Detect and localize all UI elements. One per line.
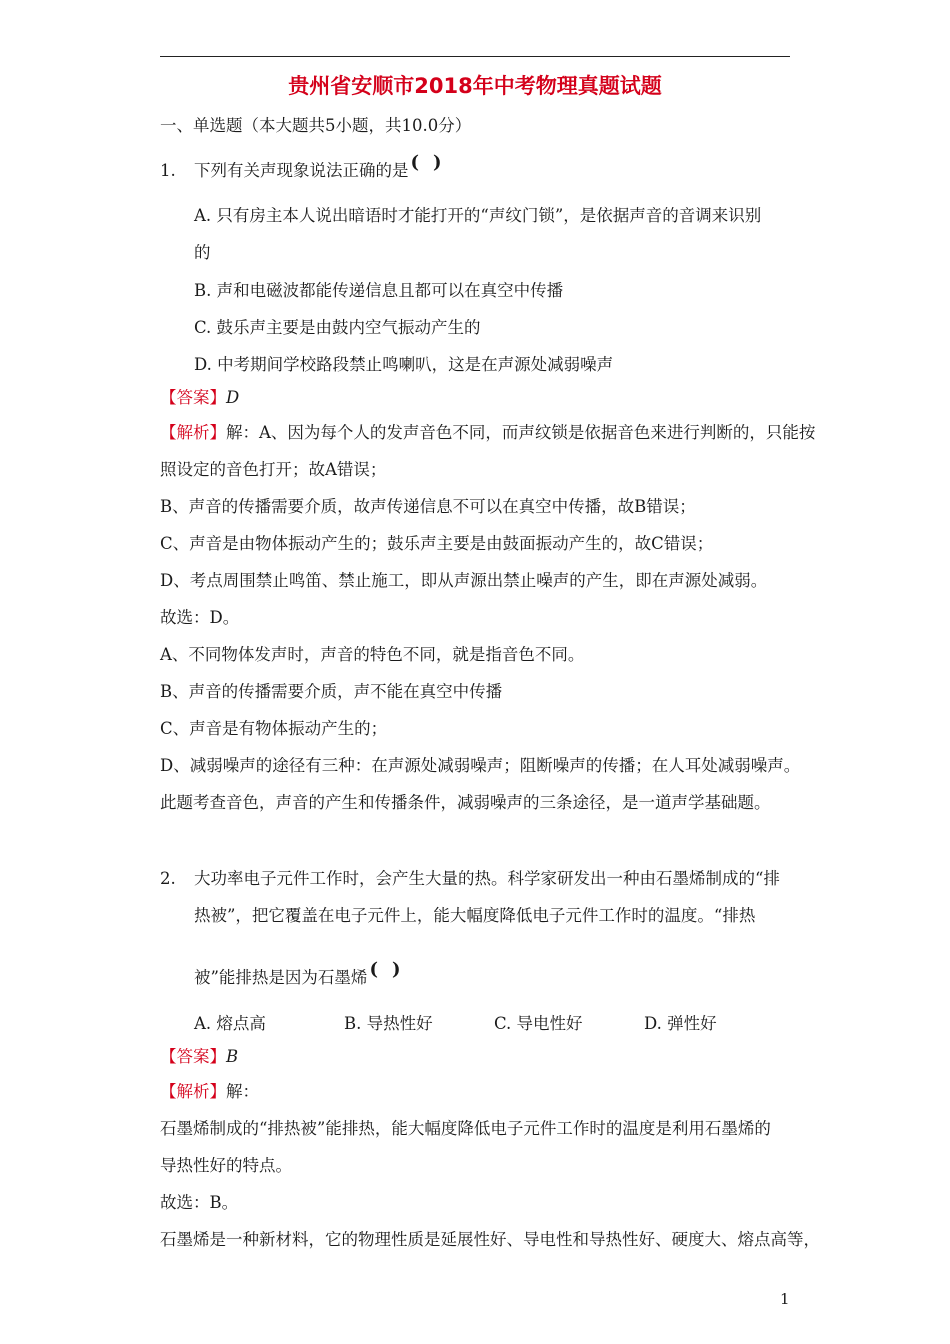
header-rule (160, 56, 790, 57)
question-2-answer (160, 1047, 238, 1067)
question-1-option-d: D. 中考期间学校路段禁止鸣喇叭，这是在声源处减弱噪声 (194, 355, 614, 374)
question-2-stem-line: 被”能排热是因为石墨烯 ( ) (194, 959, 401, 987)
question-1-analysis-line: B、声音的传播需要介质，声不能在真空中传播 (160, 682, 503, 701)
answer-tag: 【答案】 (160, 388, 226, 407)
analysis-tag: 【解析】 (160, 423, 226, 442)
question-1-number: 1. (160, 161, 176, 180)
page-title: 贵州省安顺市2018年中考物理真题试题 (288, 74, 662, 98)
question-1-analysis-line: B、声音的传播需要介质，故声传递信息不可以在真空中传播，故B错误； (160, 497, 696, 516)
question-2-option-c: C. 导电性好 (494, 1014, 583, 1033)
question-2-analysis-line: 石墨烯制成的“排热被”能排热，能大幅度降低电子元件工作时的温度是利用石墨烯的 (160, 1119, 771, 1138)
question-1-analysis-line: A、不同物体发声时，声音的特色不同，就是指音色不同。 (160, 645, 585, 664)
answer-blank: ( ) (369, 959, 401, 980)
page-number: 1 (780, 1290, 790, 1308)
question-2-option-d: D. 弹性好 (644, 1014, 717, 1033)
question-2-analysis-line: 导热性好的特点。 (160, 1156, 292, 1175)
question-1-analysis-line: 此题考查音色，声音的产生和传播条件，减弱噪声的三条途径，是一道声学基础题。 (160, 793, 771, 812)
answer-blank: ( ) (410, 152, 442, 173)
question-1-analysis-line: D、考点周围禁止鸣笛、禁止施工，即从声源出禁止噪声的产生，即在声源处减弱。 (160, 571, 768, 590)
question-1-analysis-line: D、减弱噪声的途径有三种：在声源处减弱噪声；阻断噪声的传播；在人耳处减弱噪声。 (160, 756, 801, 775)
question-2-analysis-line: 故选：B。 (160, 1193, 239, 1212)
answer-value: B (226, 1047, 239, 1066)
question-1-analysis-line: 【解析】解：A、因为每个人的发声音色不同，而声纹锁是依据音色来进行判断的，只能按 (160, 423, 816, 442)
question-1-analysis-line: C、声音是有物体振动产生的； (160, 719, 388, 738)
question-2-stem-line: 大功率电子元件工作时，会产生大量的热。科学家研发出一种由石墨烯制成的“排 (194, 869, 780, 888)
question-2-analysis-head: 【解析】解： (160, 1082, 259, 1101)
section-heading: 一、单选题（本大题共5小题，共10.0分） (160, 116, 472, 135)
question-1-analysis-line: 故选：D。 (160, 608, 240, 627)
answer-tag: 【答案】 (160, 1047, 226, 1066)
question-2-stem-line: 热被”，把它覆盖在电子元件上，能大幅度降低电子元件工作时的温度。“排热 (194, 906, 756, 925)
question-1-stem (194, 152, 442, 181)
question-2-option-b: B. 导热性好 (344, 1014, 433, 1033)
question-1-option-a: A. 只有房主本人说出暗语时才能打开的“声纹门锁”，是依据声音的音调来识别 (194, 206, 762, 225)
question-1-option-a-cont: 的 (194, 243, 211, 262)
question-2-number: 2. (160, 869, 176, 888)
question-1-analysis-line: 照设定的音色打开；故A错误； (160, 460, 387, 479)
answer-value: D (226, 388, 240, 407)
question-1-stem-text: 下列有关声现象说法正确的是 (194, 161, 409, 180)
question-1-option-c: C. 鼓乐声主要是由鼓内空气振动产生的 (194, 318, 481, 337)
question-1-analysis-line: C、声音是由物体振动产生的；鼓乐声主要是由鼓面振动产生的，故C错误； (160, 534, 714, 553)
question-1-option-b: B. 声和电磁波都能传递信息且都可以在真空中传播 (194, 281, 564, 300)
question-1-answer (160, 388, 239, 408)
analysis-tag: 【解析】 (160, 1082, 226, 1101)
question-2-analysis-line: 石墨烯是一种新材料，它的物理性质是延展性好、导电性和导热性好、硬度大、熔点高等， (160, 1230, 820, 1249)
question-2-option-a: A. 熔点高 (194, 1014, 266, 1033)
